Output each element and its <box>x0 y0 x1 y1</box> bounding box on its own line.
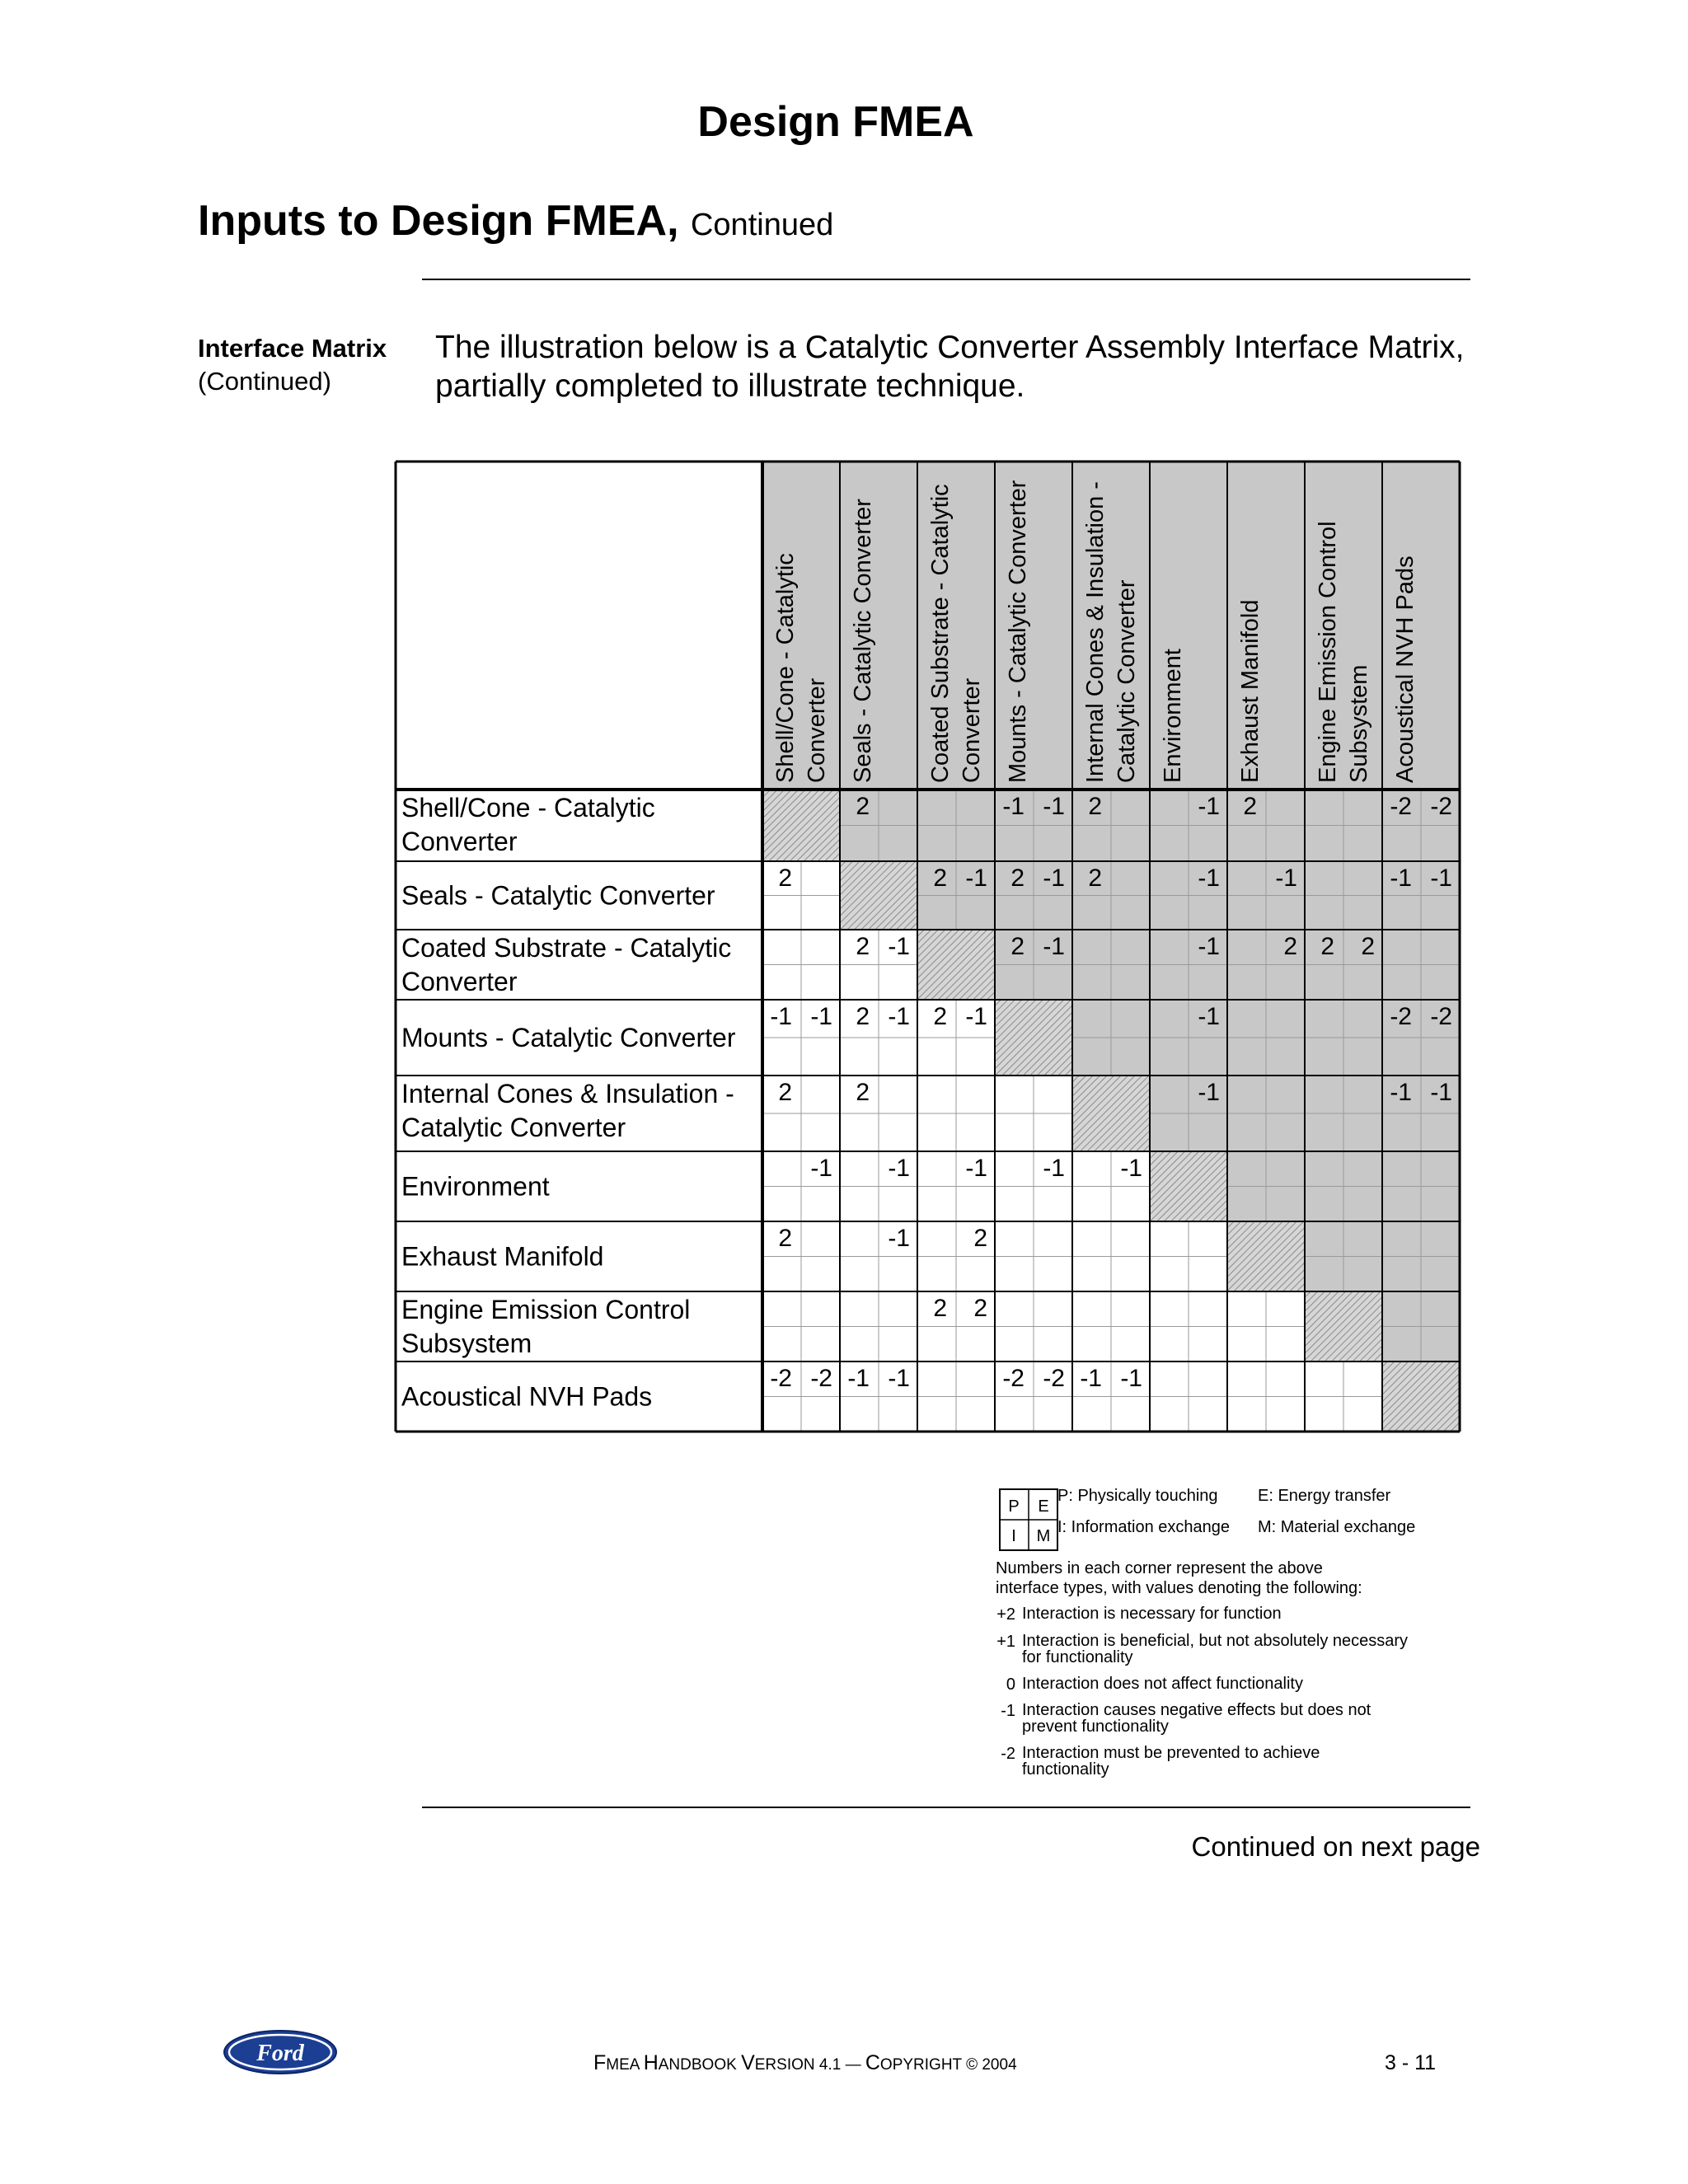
legend-box-i: I <box>1011 1527 1016 1545</box>
matrix-row-header: Acoustical NVH Pads <box>401 1381 653 1412</box>
matrix-diagonal-cell <box>840 861 917 930</box>
scale-description: prevent functionality <box>1022 1718 1169 1736</box>
matrix-value-e: -1 <box>1043 865 1065 892</box>
matrix-value-p: -2 <box>1002 1365 1025 1392</box>
matrix-column-header: Converter <box>959 677 985 783</box>
matrix-value-e: -1 <box>888 1225 910 1252</box>
scale-value: +1 <box>996 1633 1015 1651</box>
matrix-value-e: -2 <box>1430 1003 1452 1030</box>
matrix-row-header: Seals - Catalytic Converter <box>401 880 715 911</box>
matrix-value-p: -2 <box>1390 793 1412 820</box>
matrix-diagonal-cell <box>1072 1076 1150 1151</box>
matrix-value-p: 2 <box>778 1079 792 1106</box>
matrix-value-p: -2 <box>1390 1003 1412 1030</box>
footer-text: FMEA HANDBOOK VERSION 4.1 — COPYRIGHT © 2004 <box>593 2051 1017 2074</box>
matrix-value-e: -1 <box>1198 793 1220 820</box>
matrix-value-e: -1 <box>1198 1003 1220 1030</box>
section-continued-label: Continued <box>690 208 834 242</box>
scale-description: Interaction does not affect functionality <box>1022 1675 1303 1693</box>
matrix-value-p: 2 <box>1010 933 1025 960</box>
matrix-column-header: Exhaust Manifold <box>1237 599 1264 783</box>
matrix-row-header: Engine Emission Control <box>401 1295 691 1324</box>
matrix-value-p: -1 <box>1080 1365 1102 1392</box>
matrix-diagonal-cell <box>995 1000 1072 1076</box>
matrix-value-e: -1 <box>1198 933 1220 960</box>
matrix-value-e: -2 <box>810 1365 832 1392</box>
matrix-value-p: 2 <box>856 933 870 960</box>
matrix-value-e: -1 <box>1430 1079 1452 1106</box>
matrix-column-header: Seals - Catalytic Converter <box>850 499 876 783</box>
scale-value: +2 <box>996 1605 1015 1624</box>
matrix-value-p: 2 <box>933 1003 947 1030</box>
scale-description: Interaction causes negative effects but does not <box>1022 1701 1372 1719</box>
matrix-value-e: -1 <box>965 1003 987 1030</box>
matrix-value-p: 2 <box>1088 865 1102 892</box>
matrix-row-header: Internal Cones & Insulation - <box>401 1079 734 1108</box>
svg-text:Ford: Ford <box>256 2041 304 2066</box>
matrix-value-e: 2 <box>973 1225 987 1252</box>
matrix-row-header: Shell/Cone - Catalytic <box>401 793 655 823</box>
scale-description: Interaction is beneficial, but not absolutely necessary <box>1022 1632 1409 1650</box>
matrix-value-e: -1 <box>1043 793 1065 820</box>
matrix-value-e: -1 <box>1120 1155 1142 1182</box>
matrix-value-e: -1 <box>965 865 987 892</box>
matrix-value-p: 2 <box>1088 793 1102 820</box>
matrix-value-e: -1 <box>1043 933 1065 960</box>
matrix-value-e: -1 <box>1043 1155 1065 1182</box>
matrix-value-p: -1 <box>1002 793 1025 820</box>
matrix-value-p: 2 <box>1320 933 1334 960</box>
matrix-value-p: -1 <box>770 1003 792 1030</box>
scale-description: Interaction must be prevented to achieve <box>1022 1744 1320 1762</box>
matrix-value-p: 2 <box>778 1225 792 1252</box>
intro-paragraph: The illustration below is a Catalytic Converter Assembly Interface Matrix, partially completed to illustrate technique. <box>435 330 1465 404</box>
legend-box-e: E <box>1038 1497 1049 1516</box>
scale-description: for functionality <box>1022 1648 1133 1666</box>
scale-description: functionality <box>1022 1760 1109 1779</box>
scale-value: -2 <box>1001 1745 1015 1763</box>
legend-type-p: P: Physically touching <box>1057 1487 1218 1505</box>
legend-note-line-2: interface types, with values denoting the following: <box>996 1579 1362 1597</box>
scale-value: 0 <box>1006 1675 1015 1694</box>
section-title: Inputs to Design FMEA, <box>198 197 679 245</box>
matrix-value-p: 2 <box>933 1295 947 1322</box>
matrix-value-e: 2 <box>1283 933 1297 960</box>
matrix-column-header: Engine Emission Control <box>1315 521 1341 783</box>
matrix-value-e: -1 <box>1198 1079 1220 1106</box>
matrix-diagonal-cell <box>1382 1361 1460 1432</box>
matrix-column-header: Shell/Cone - Catalytic <box>772 553 799 783</box>
matrix-row-header: Exhaust Manifold <box>401 1241 604 1272</box>
matrix-value-e: -1 <box>965 1155 987 1182</box>
scale-description: Interaction is necessary for function <box>1022 1605 1282 1623</box>
matrix-diagonal-cell <box>1305 1291 1382 1361</box>
continued-on-next-page: Continued on next page <box>1191 1831 1480 1862</box>
matrix-row-header: Catalytic Converter <box>401 1113 626 1142</box>
legend-note-line-1: Numbers in each corner represent the above <box>996 1559 1323 1577</box>
side-label-sub: (Continued) <box>198 367 331 396</box>
matrix-value-p: 2 <box>856 1003 870 1030</box>
matrix-value-e: -1 <box>1198 865 1220 892</box>
matrix-column-header: Subsystem <box>1346 664 1372 783</box>
matrix-value-e: -1 <box>888 1365 910 1392</box>
legend-box-m: M <box>1036 1527 1051 1545</box>
matrix-value-e: 2 <box>973 1295 987 1322</box>
matrix-value-e: -1 <box>810 1003 832 1030</box>
matrix-column-header: Catalytic Converter <box>1114 579 1140 783</box>
matrix-value-e: -1 <box>888 1155 910 1182</box>
matrix-value-p: 2 <box>1010 865 1025 892</box>
matrix-value-p: 2 <box>856 793 870 820</box>
matrix-value-e: -2 <box>1043 1365 1065 1392</box>
side-label-title: Interface Matrix <box>198 334 387 363</box>
matrix-row-header: Converter <box>401 827 518 856</box>
matrix-value-e: 2 <box>1361 933 1375 960</box>
matrix-row-header: Coated Substrate - Catalytic <box>401 933 732 963</box>
matrix-row-header: Environment <box>401 1171 550 1202</box>
matrix-row-header: Converter <box>401 967 518 996</box>
ford-logo <box>223 2029 338 2079</box>
page-number: 3 - 11 <box>1385 2051 1437 2074</box>
matrix-value-e: -1 <box>1430 865 1452 892</box>
matrix-value-e: -1 <box>1120 1365 1142 1392</box>
matrix-value-p: 2 <box>933 865 947 892</box>
legend-box-p: P <box>1008 1497 1020 1516</box>
matrix-column-header: Mounts - Catalytic Converter <box>1005 480 1031 783</box>
matrix-diagonal-cell <box>1150 1151 1227 1221</box>
matrix-value-e: -1 <box>888 933 910 960</box>
matrix-value-e: -1 <box>1275 865 1297 892</box>
matrix-value-p: -1 <box>847 1365 870 1392</box>
legend-key-box <box>999 1488 1058 1551</box>
matrix-value-p: 2 <box>778 865 792 892</box>
matrix-column-header: Converter <box>804 677 830 783</box>
legend-type-m: M: Material exchange <box>1258 1518 1416 1536</box>
matrix-row-header: Subsystem <box>401 1329 532 1358</box>
legend-type-i: I: Information exchange <box>1057 1518 1231 1536</box>
matrix-value-p: -1 <box>1390 865 1412 892</box>
matrix-diagonal-cell <box>917 930 995 1000</box>
scale-value: -1 <box>1001 1702 1015 1720</box>
matrix-value-p: 2 <box>1243 793 1257 820</box>
matrix-column-header: Coated Substrate - Catalytic <box>927 484 954 783</box>
matrix-value-e: -1 <box>888 1003 910 1030</box>
matrix-column-header: Environment <box>1160 649 1186 783</box>
matrix-value-p: -2 <box>770 1365 792 1392</box>
matrix-diagonal-cell <box>762 790 840 861</box>
document-title: Design FMEA <box>697 98 974 146</box>
matrix-value-e: -1 <box>810 1155 832 1182</box>
matrix-row-header: Mounts - Catalytic Converter <box>401 1023 736 1052</box>
legend-type-e: E: Energy transfer <box>1258 1487 1391 1505</box>
matrix-value-p: 2 <box>856 1079 870 1106</box>
matrix-diagonal-cell <box>1227 1221 1305 1291</box>
matrix-value-p: -1 <box>1390 1079 1412 1106</box>
bottom-rule <box>422 1807 1470 1808</box>
matrix-value-e: -2 <box>1430 793 1452 820</box>
matrix-column-header: Internal Cones & Insulation - <box>1082 481 1109 783</box>
matrix-column-header: Acoustical NVH Pads <box>1392 555 1418 783</box>
